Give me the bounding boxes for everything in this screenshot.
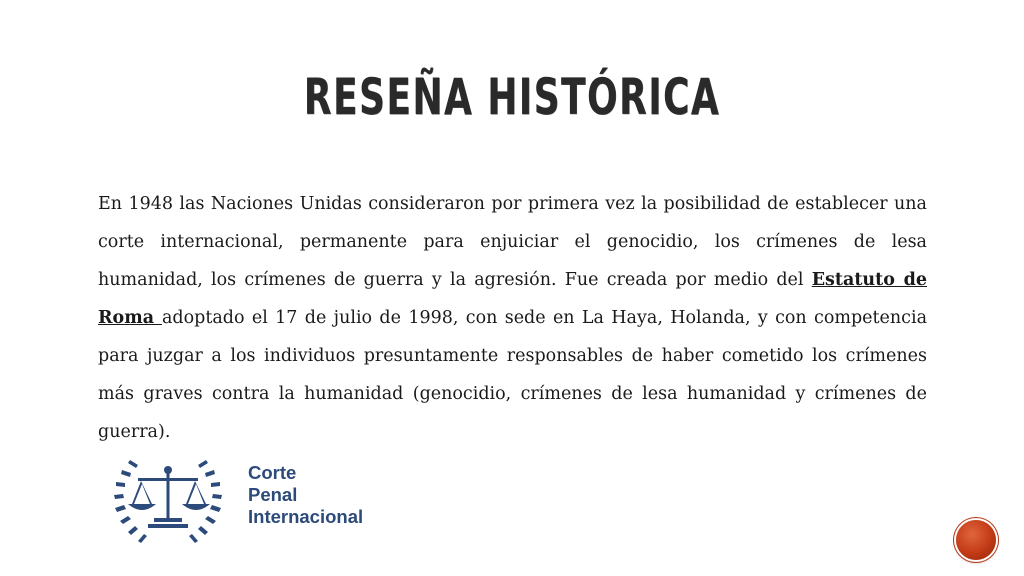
icc-logo [108,452,378,552]
body-paragraph [98,185,927,451]
logo-line-internacional: Internacional [248,506,364,527]
slide-number-badge [956,520,996,560]
estatuto-de-roma-link[interactable]: Estatuto de Roma [98,270,927,328]
scales-of-justice-laurel-icon [108,452,228,552]
logo-line-penal: Penal [248,484,298,505]
paragraph-text-after-link: adoptado el 17 de julio de 1998, con sede en La Haya, Holanda, y con competencia para juzgar a los individuos presuntamente responsables de haber cometido los crímenes más graves contra la humanidad (genocidio, crímenes de lesa humanidad y crímenes de guerra). [98,308,928,442]
slide-title: RESEÑA HISTÓRICA [303,68,721,126]
icc-logo-text [248,462,363,528]
logo-line-corte: Corte [248,462,297,483]
paragraph-text-before-link: En 1948 las Naciones Unidas consideraron por primera vez la posibilidad de establecer una corte internacional, permanente para enjuiciar el genocidio, los crímenes de lesa humanidad, los crímenes de guerra y la agresión. Fue creada por medio del [98,194,927,290]
